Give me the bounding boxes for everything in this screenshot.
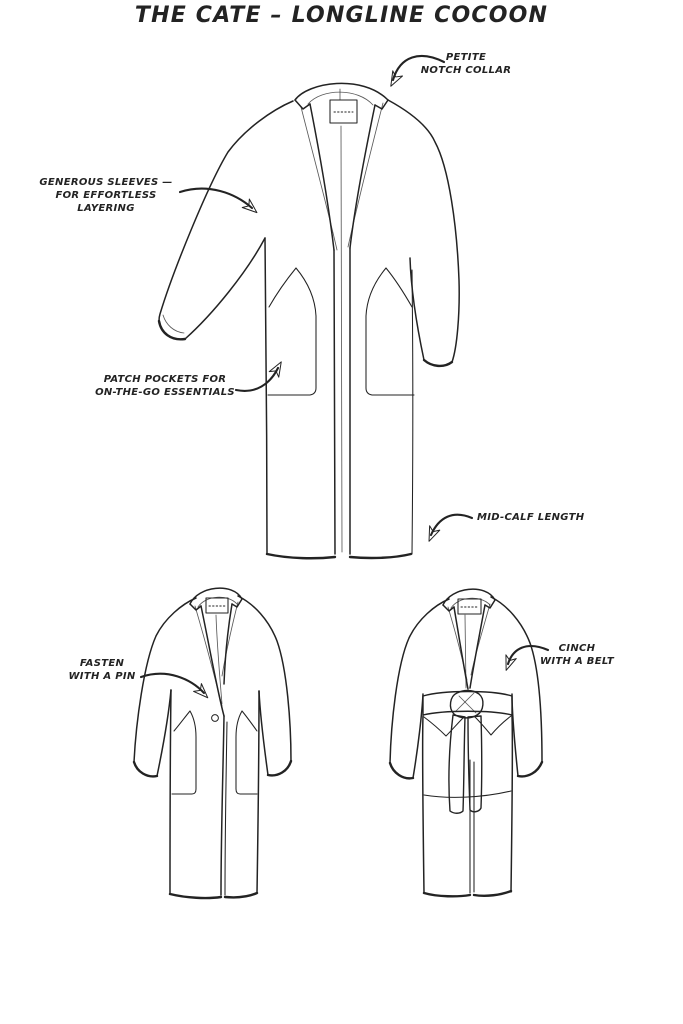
pin-arrow-line — [141, 674, 204, 693]
left-side-seam — [265, 238, 267, 554]
pockets-annotation-line: PATCH POCKETS FOR — [103, 374, 227, 385]
belt-band — [423, 692, 512, 716]
center-seam-line — [341, 126, 342, 552]
left-cuff — [159, 321, 185, 339]
right-sleeve-inner — [259, 691, 268, 775]
belt-annotation-line: CINCH — [558, 643, 596, 654]
left-cuff — [134, 762, 157, 776]
right-side-seam — [412, 270, 413, 554]
right-side-seam — [511, 716, 512, 892]
left-cuff — [390, 763, 413, 778]
left-pocket-top — [269, 268, 296, 307]
right-sleeve-outline — [491, 597, 542, 762]
right-cuff — [424, 360, 452, 366]
collar-arrowhead — [386, 71, 403, 89]
left-side-seam — [423, 716, 424, 893]
lapel-left — [310, 104, 334, 250]
hem-right — [225, 893, 257, 897]
belt-knot-crease — [459, 696, 476, 713]
pin-annotation-line: FASTEN — [79, 658, 125, 669]
belt-tail-left — [449, 715, 465, 813]
belted-coat-illustration — [390, 589, 542, 896]
left-side-seam — [170, 690, 171, 894]
right-cuff — [518, 762, 542, 776]
left-sleeve-inner — [185, 238, 265, 339]
pin-dot — [212, 715, 219, 722]
right-pocket — [366, 268, 414, 395]
sleeves-annotation-line: FOR EFFORTLESS LAYERING — [55, 190, 157, 214]
collar-outline — [295, 83, 388, 100]
front-edge-left — [334, 250, 335, 554]
left-pocket-top — [424, 717, 463, 736]
left-pocket-top — [174, 711, 190, 731]
right-sleeve-outline — [388, 100, 459, 362]
pocket-panel-line — [424, 791, 511, 797]
length-annotation — [477, 511, 597, 524]
length-annotation-line: MID-CALF LENGTH — [477, 512, 585, 523]
right-cuff — [268, 761, 291, 775]
lapel-inner-right — [348, 103, 383, 247]
pin-annotation-line: WITH A PIN — [68, 671, 136, 682]
collar-annotation-line: NOTCH COLLAR — [420, 65, 512, 76]
collar-roll-line — [308, 92, 373, 105]
left-sleeve-inner — [157, 690, 171, 776]
lapel-right — [470, 605, 485, 688]
front-edge-under — [225, 722, 227, 895]
sleeves-arrow — [180, 189, 260, 217]
pockets-annotation-line: ON-THE-GO ESSENTIALS — [95, 387, 235, 398]
right-pocket — [236, 711, 257, 794]
sleeves-arrow-line — [180, 189, 252, 208]
pin-annotation — [58, 657, 146, 683]
collar-annotation — [420, 51, 512, 77]
right-pocket-top — [242, 711, 257, 731]
hem-right — [350, 554, 411, 558]
collar-notch-left — [295, 100, 310, 109]
left-pocket — [268, 268, 316, 395]
lapel-inner-left — [301, 107, 337, 250]
belt-annotation — [532, 642, 622, 668]
length-arrow — [424, 515, 472, 544]
left-cuff-crease — [163, 315, 184, 333]
right-side-seam — [257, 691, 259, 893]
hem-left — [170, 894, 221, 898]
right-sleeve-outline — [238, 596, 291, 761]
lapel-right — [350, 105, 375, 248]
belt-annotation-line: WITH A BELT — [540, 656, 614, 667]
sleeves-annotation — [28, 176, 184, 215]
hem-left — [424, 893, 470, 896]
pockets-annotation — [90, 373, 240, 399]
hem-right — [474, 891, 511, 896]
pin-arrow — [141, 674, 212, 702]
front-edge-left — [221, 716, 224, 895]
sleeves-annotation-line: GENEROUS SLEEVES — — [39, 177, 173, 188]
main-coat-illustration — [159, 83, 459, 558]
center-seam-line — [216, 615, 222, 704]
right-pocket-top — [386, 268, 412, 307]
pockets-arrow — [236, 359, 286, 391]
length-arrow-line — [431, 515, 472, 535]
pinned-coat-illustration — [134, 588, 291, 898]
lapel-inner-left — [448, 607, 467, 680]
left-pocket — [172, 711, 196, 794]
page-title: THE CATE – LONGLINE COCOON — [134, 3, 549, 28]
hem-left — [267, 554, 335, 558]
left-sleeve-inner — [413, 694, 423, 778]
collar-annotation-line: PETITE — [445, 52, 487, 63]
